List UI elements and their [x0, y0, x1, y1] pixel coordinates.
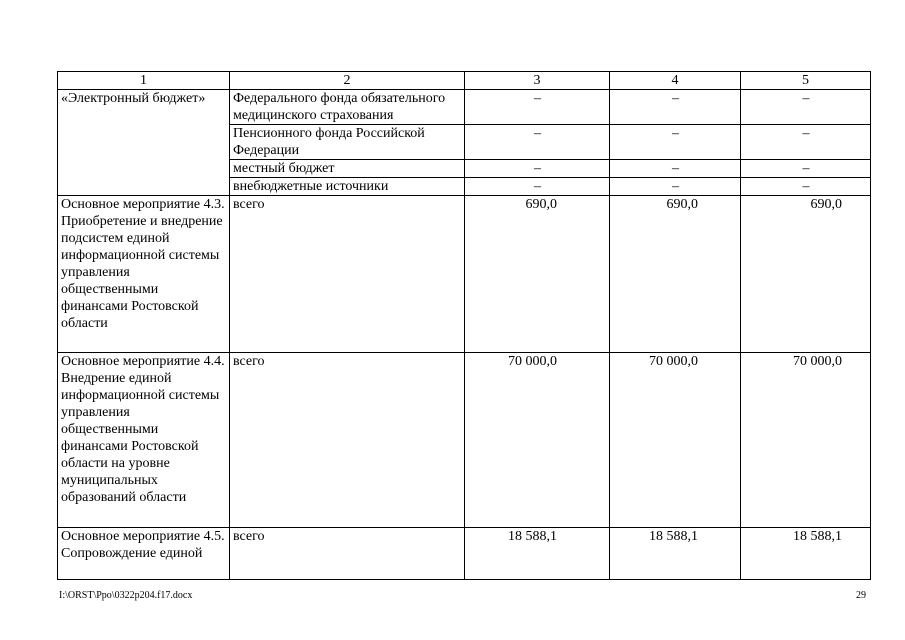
table-header-row [58, 72, 871, 90]
source-cell: Федерального фонда обязательного медицинского страхования [230, 90, 465, 125]
value-cell-5: 18 588,1 [741, 528, 871, 580]
footer-file-path: I:\ORST\Ppo\0322p204.f17.docx [59, 590, 193, 601]
row-label-4-4: Основное мероприятие 4.4. Внедрение единой информационной системы управления общественными финансами Ростовской области на уровне муниципальных образований области [58, 353, 230, 528]
source-cell: всего [230, 196, 465, 353]
value-cell-5: – [741, 178, 871, 196]
header-cell-2: 2 [230, 72, 465, 90]
value-cell-5: – [741, 160, 871, 178]
header-cell-4: 4 [610, 72, 741, 90]
value-cell-3: – [465, 125, 610, 160]
table-row [58, 528, 871, 580]
value-cell-4: 70 000,0 [610, 353, 741, 528]
row-label-ebudget: «Электронный бюджет» [58, 90, 230, 196]
value-cell-4: – [610, 90, 741, 125]
value-cell-4: – [610, 160, 741, 178]
header-cell-1: 1 [58, 72, 230, 90]
table-row [58, 353, 871, 528]
value-cell-5: 690,0 [741, 196, 871, 353]
value-cell-4: – [610, 178, 741, 196]
value-cell-4: 690,0 [610, 196, 741, 353]
value-cell-4: 18 588,1 [610, 528, 741, 580]
source-cell: Пенсионного фонда Российской Федерации [230, 125, 465, 160]
value-cell-3: 18 588,1 [465, 528, 610, 580]
value-cell-3: – [465, 178, 610, 196]
source-cell: всего [230, 528, 465, 580]
value-cell-5: 70 000,0 [741, 353, 871, 528]
table-row [58, 90, 871, 125]
value-cell-3: – [465, 160, 610, 178]
value-cell-4: – [610, 125, 741, 160]
header-cell-3: 3 [465, 72, 610, 90]
footer-page-number: 29 [856, 590, 866, 601]
value-cell-5: – [741, 90, 871, 125]
budget-table [57, 71, 871, 580]
table-row [58, 196, 871, 353]
row-label-4-3: Основное мероприятие 4.3. Приобретение и внедрение подсистем единой информационной системы управления общественными финансами Ростовской области [58, 196, 230, 353]
value-cell-3: 70 000,0 [465, 353, 610, 528]
row-label-4-5: Основное мероприятие 4.5. Сопровождение единой [58, 528, 230, 580]
source-cell: местный бюджет [230, 160, 465, 178]
header-cell-5: 5 [741, 72, 871, 90]
value-cell-3: – [465, 90, 610, 125]
source-cell: всего [230, 353, 465, 528]
source-cell: внебюджетные источники [230, 178, 465, 196]
value-cell-3: 690,0 [465, 196, 610, 353]
value-cell-5: – [741, 125, 871, 160]
